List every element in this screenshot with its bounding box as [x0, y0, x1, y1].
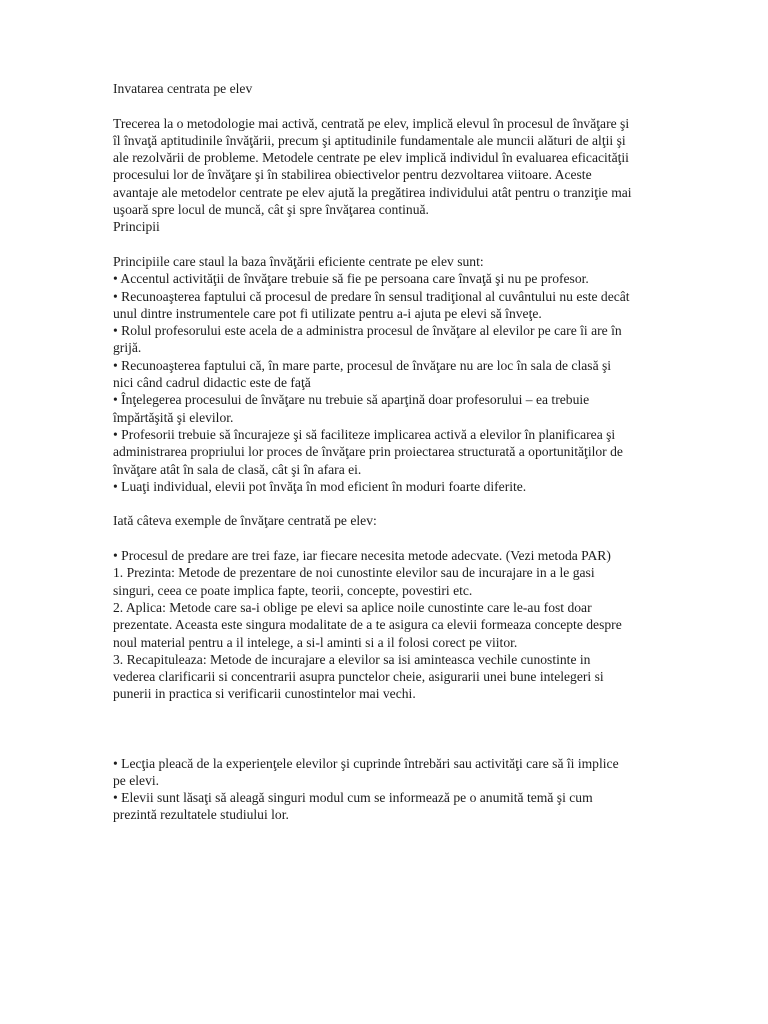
document-title: Invatarea centrata pe elev: [113, 81, 253, 96]
blank-line: [113, 236, 633, 253]
principles-lead: Principiile care staul la baza învăţării eficiente centrate pe elev sunt:: [113, 253, 484, 269]
list-item: • Recunoaşterea faptului că procesul de predare în sensul tradiţional al cuvântului nu este decât unul dintre instrumentele care pot fi utilizate pentru a-i ajuta pe elevi să înveţe.: [113, 288, 630, 321]
list-item: • Rolul profesorului este acela de a administra procesul de învăţare al elevilor pe care îi are în grijă.: [113, 323, 622, 356]
examples-lead: Iată câteva exemple de învăţare centrată pe elev:: [113, 513, 377, 529]
intro-paragraph: Trecerea la o metodologie mai activă, centrată pe elev, implică elevul în procesul de învăţare şi îl învaţă aptitudinile învăţării, precum şi aptitudinile fundamentale ale muncii alături de alţii şi ale rezolvării de probleme. Metodele centrate pe elev implică individul în evaluarea eficacităţii procesului lor de învăţare şi în stabilirea obiectivelor pentru dezvoltarea viitoare. Aceste avantaje ale metodelor centrate pe elev ajută la pregătirea individului atât pentru o tranziţie mai uşoară spre locul de muncă, cât şi spre învăţarea continuă.: [113, 115, 632, 218]
numbered-item: 1. Prezinta: Metode de prezentare de noi cunostinte elevilor sau de incurajare in a le gasi singuri, ceea ce poate implica fapte, teorii, concepte, povestiri etc.: [113, 565, 595, 598]
list-item: • Înţelegerea procesului de învăţare nu trebuie să aparţină doar profesorului – ea trebuie împărtăşită şi elevilor.: [113, 392, 590, 425]
list-item: • Lecţia pleacă de la experienţele elevilor şi cuprinde întrebări sau activităţi care să îi implice pe elevi.: [113, 755, 619, 788]
principles-heading: Principii: [113, 219, 160, 235]
par-intro: • Procesul de predare are trei faze, iar fiecare necesita metode adecvate. (Vezi metoda PAR): [113, 548, 611, 564]
list-item: • Luaţi individual, elevii pot învăţa în mod eficient în moduri foarte diferite.: [113, 478, 527, 494]
blank-line: [113, 530, 633, 547]
numbered-item: 2. Aplica: Metode care sa-i oblige pe elevi sa aplice noile cunostinte care le-au fost doar prezentate. Aceasta este singura modalitate de a te asigura ca elevii formeaza concepte despre noul material pentru a il intelege, a si-l aminti si a il folosi corect pe viitor.: [113, 599, 622, 650]
blank-line: [113, 97, 633, 114]
numbered-item: 3. Recapituleaza: Metode de incurajare a elevilor sa isi aminteasca vechile cunostinte in vederea clarificarii si concentrarii asupra punctelor cheie, asigurarii unei bune intelegeri si punerii in practica si verificarii cunostintelor mai vechi.: [113, 651, 604, 702]
list-item: • Elevii sunt lăsaţi să aleagă singuri modul cum se informează pe o anumită temă şi cum prezintă rezultatele studiului lor.: [113, 790, 593, 823]
blank-line: [113, 495, 633, 512]
list-item: • Accentul activităţii de învăţare trebuie să fie pe persoana care învaţă şi nu pe profesor.: [113, 271, 589, 287]
list-item: • Recunoaşterea faptului că, în mare parte, procesul de învăţare nu are loc în sala de clasă şi nici când cadrul didactic este de faţă: [113, 357, 612, 391]
list-item: • Profesorii trebuie să încurajeze şi să faciliteze implicarea activă a elevilor în planificarea şi administrarea propriului lor proces de învăţare prin proiectarea structurată a oportunităţilor de învăţare atât în sala de clasă, cât şi în afara ei.: [113, 426, 623, 477]
blank-space: [113, 703, 633, 755]
document-body: [113, 80, 633, 824]
